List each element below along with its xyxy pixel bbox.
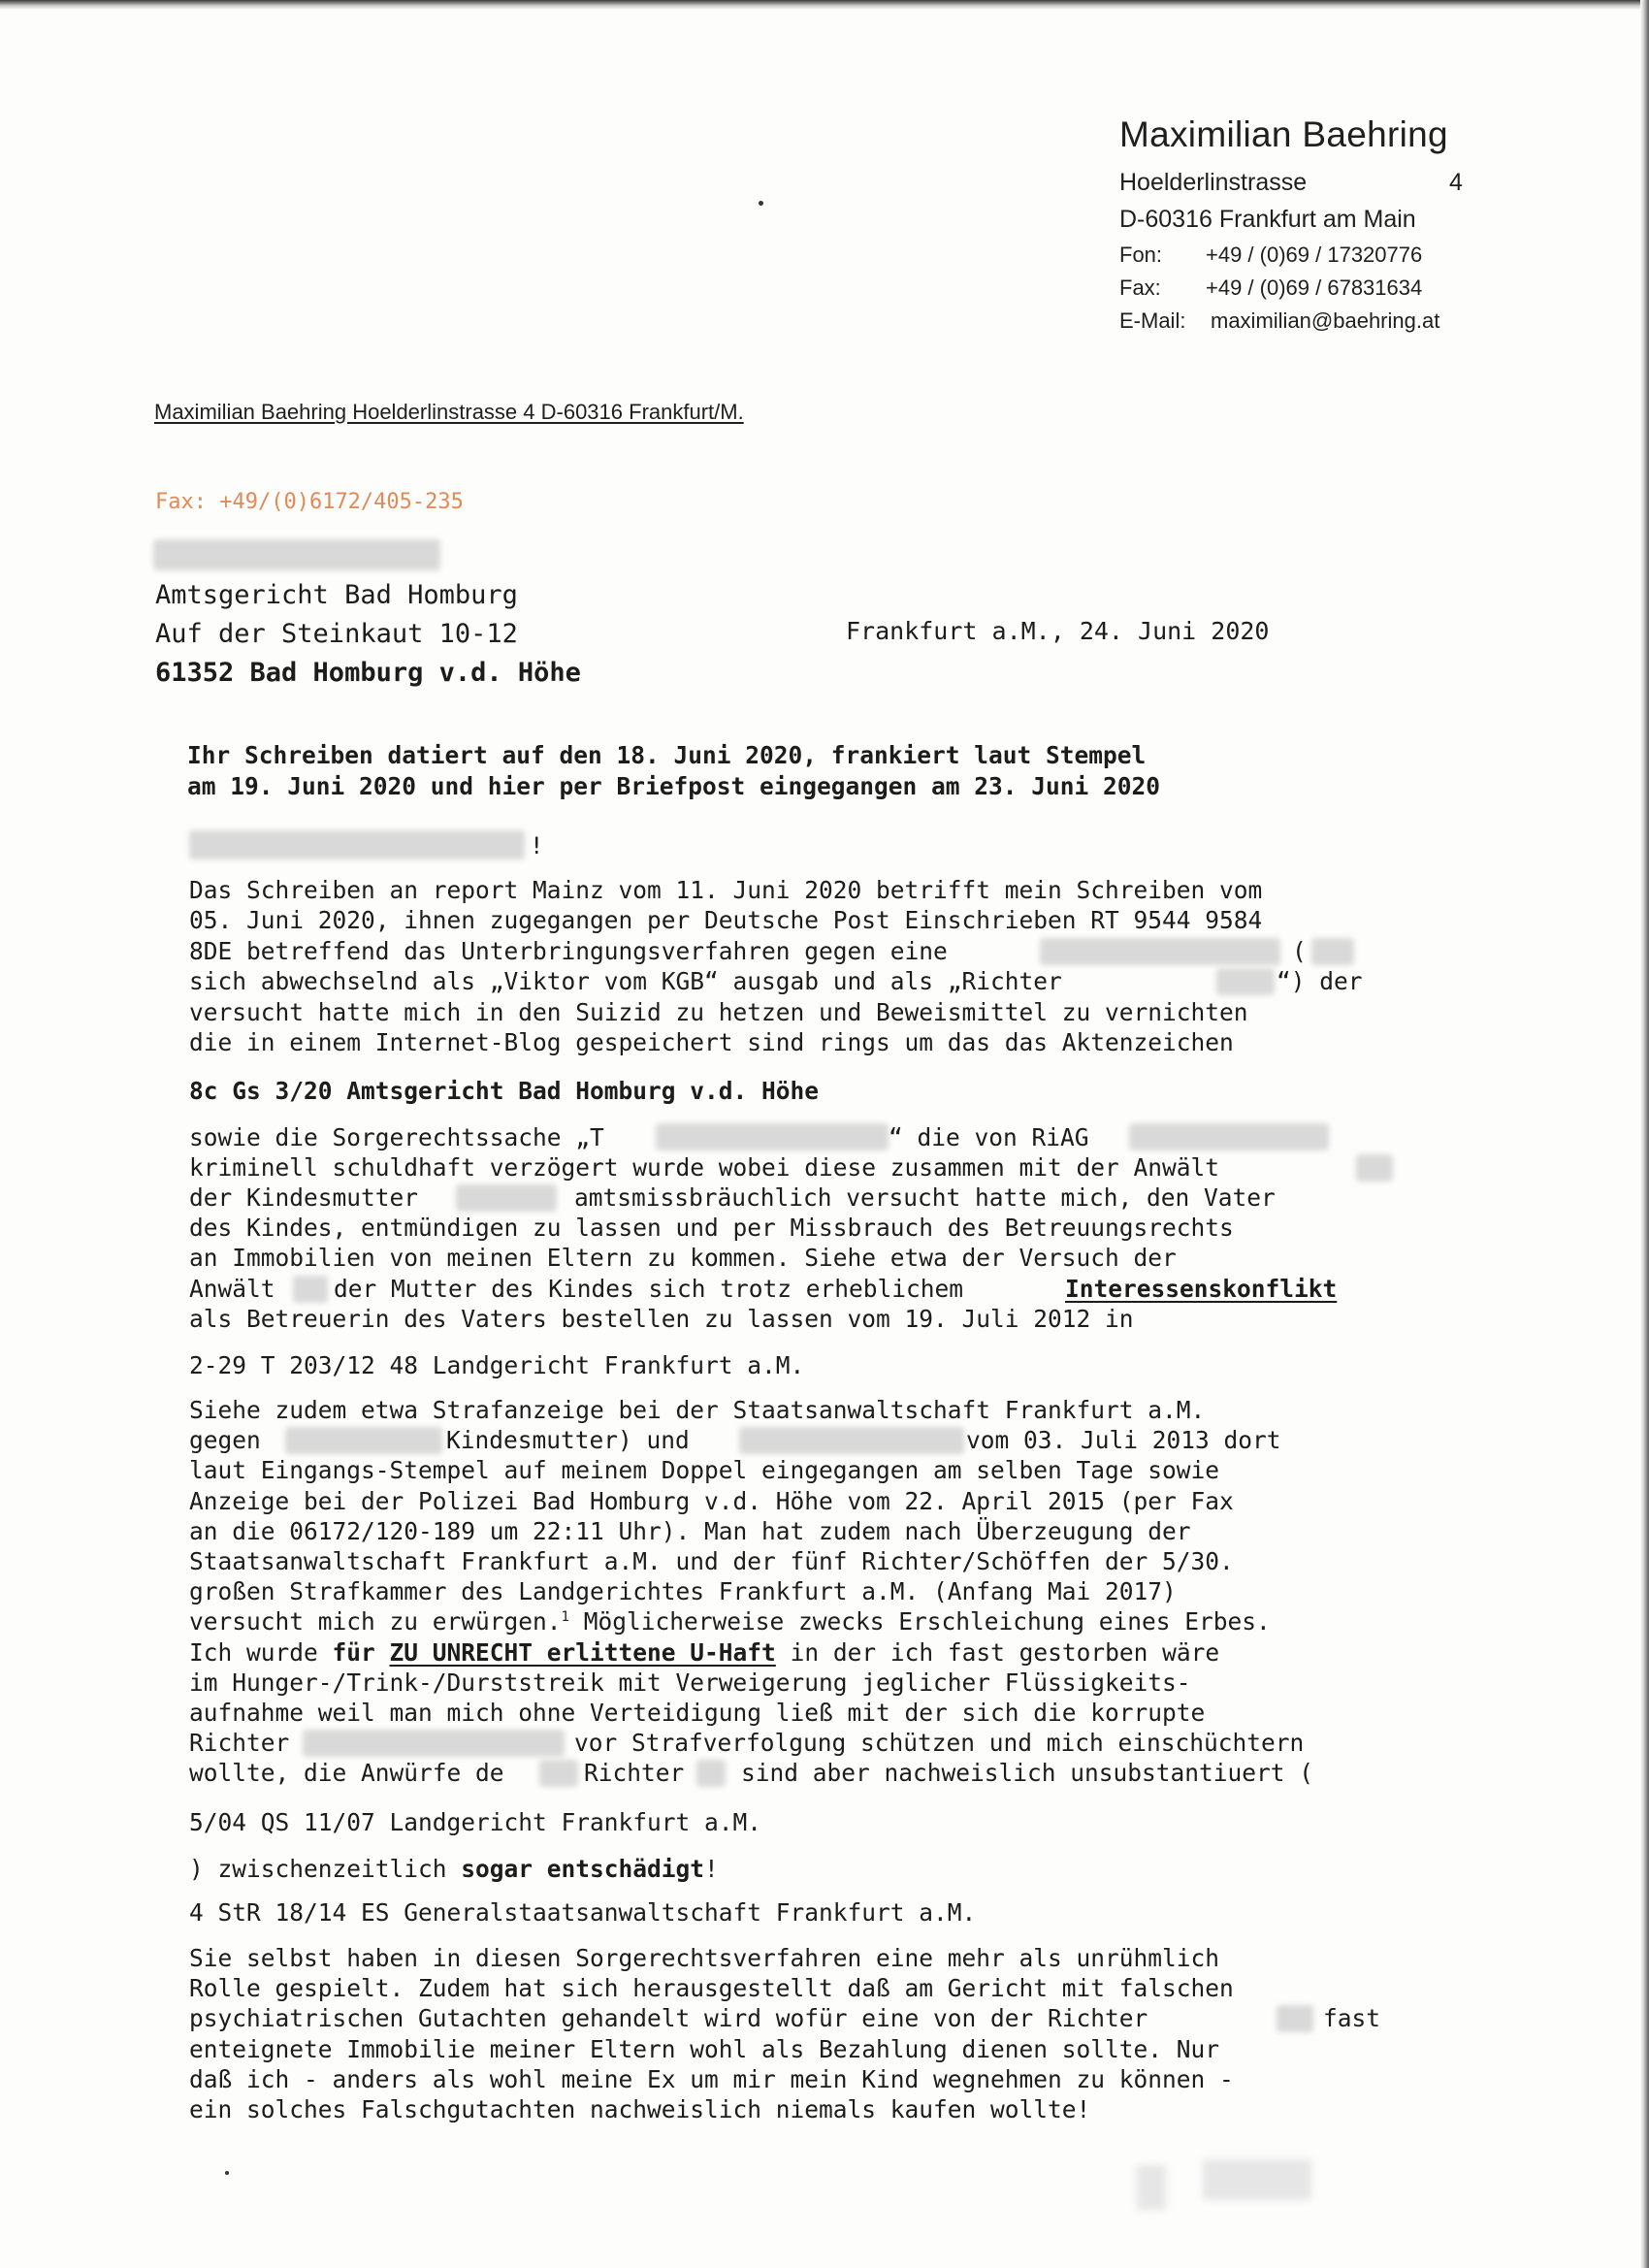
p3-line-1: Siehe zudem etwa Strafanzeige bei der Staatsanwaltschaft Frankfurt a.M. [189,1396,1206,1424]
redacted-block [303,1730,565,1757]
p5-line-6: ein solches Falschgutachten nachweislich niemals kaufen wollte! [189,2095,1091,2123]
redacted-block [189,830,525,859]
p3-line-8b: Möglicherweise zwecks Erschleichung eines Erbes. [568,1607,1271,1636]
redacted-block [696,1760,726,1787]
p4-a: ) zwischenzeitlich [189,1855,462,1883]
redacted-block [1311,938,1354,965]
p2-line-5: an Immobilien von meinen Eltern zu kommen. Siehe etwa der Versuch der [189,1244,1177,1272]
p1-line-3: 8DE betreffend das Unterbringungsverfahren gegen eine [189,937,948,965]
case-reference-4: 4 StR 18/14 ES Generalstaatsanwaltschaft Frankfurt a.M. [189,1898,977,1927]
letter-date: Frankfurt a.M., 24. Juni 2020 [846,617,1270,645]
p3-line-2a: gegen [189,1426,261,1454]
footnote-marker: 1 [561,1608,569,1625]
redacted-block [739,1427,964,1454]
redacted-block [1040,938,1280,965]
p3-line-8 [189,1607,1271,1636]
letterhead-email: maximilian@baehring.at [1211,308,1440,333]
p3-line-12a: Richter [189,1729,290,1757]
p3-line-6: Staatsanwaltschaft Frankfurt a.M. und der fünf Richter/Schöffen der 5/30. [189,1547,1234,1575]
scan-edge-right [1640,0,1649,2268]
p3-line-4: Anzeige bei der Polizei Bad Homburg v.d. Höhe vom 22. April 2015 (per Fax [189,1487,1234,1515]
p2-line-6b: der Mutter des Kindes sich trotz erheblichem [334,1275,964,1303]
p2-line-1a: sowie die Sorgerechtssache „T [189,1123,604,1151]
redacted-block [293,1276,328,1303]
salutation-end: ! [530,832,544,859]
p5-line-2: Rolle gespielt. Zudem hat sich herausgestellt daß am Gericht mit falschen [189,1974,1234,2002]
letterhead-city: D-60316 Frankfurt am Main [1119,206,1416,233]
letterhead-fon-label: Fon: [1119,243,1163,267]
p3-line-12b: vor Strafverfolgung schützen und mich einschüchtern [574,1729,1305,1757]
p2-line-3a: der Kindesmutter [189,1183,419,1212]
p2-line-2: kriminell schuldhaft verzögert wurde wobei diese zusammen mit der Anwält [189,1153,1220,1182]
case-reference-3: 5/04 QS 11/07 Landgericht Frankfurt a.M. [189,1808,762,1836]
recipient-line-2: Auf der Steinkaut 10-12 [155,619,518,649]
p5-line-3b: fast [1323,2004,1381,2032]
redacted-block [153,539,440,570]
p1-open-paren: ( [1292,937,1307,965]
letterhead-fax-label: Fax: [1119,275,1161,300]
p1-line-6: die in einem Internet-Blog gespeichert sind rings um das das Aktenzeichen [189,1028,1234,1056]
scan-speck [225,2171,229,2175]
p4-line [189,1855,719,1883]
p3-line-11: aufnahme weil man mich ohne Verteidigung ließ mit der sich die korrupte [189,1699,1206,1727]
p2-line-4: des Kindes, entmündigen zu lassen und per Missbrauch des Betreuungsrechts [189,1214,1234,1242]
p2-line-7: als Betreuerin des Vaters bestellen zu lassen vom 19. Juli 2012 in [189,1305,1134,1333]
p3-line-2b: Kindesmutter) und [446,1426,690,1454]
p3-line-10: im Hunger-/Trink-/Durststreik mit Verweigerung jeglicher Flüssigkeits- [189,1669,1191,1697]
case-reference-2: 2-29 T 203/12 48 Landgericht Frankfurt a.M. [189,1351,805,1379]
p2-line-1b: “ die von RiAG [889,1123,1089,1151]
p5-line-1: Sie selbst haben in diesen Sorgerechtsverfahren eine mehr als unrühmlich [189,1944,1220,1972]
scan-speck [759,201,763,206]
p2-line-3b: amtsmissbräuchlich versucht hatte mich, den Vater [574,1183,1276,1212]
case-reference-1: 8c Gs 3/20 Amtsgericht Bad Homburg v.d. Höhe [189,1077,820,1105]
letterhead-email-label: E-Mail: [1119,308,1186,333]
p5-line-3a: psychiatrischen Gutachten gehandelt wird wofür eine von der Richter [189,2004,1148,2032]
p3-line-2c: vom 03. Juli 2013 dort [966,1426,1281,1454]
recipient-fax: Fax: +49/(0)6172/405-235 [155,490,464,514]
p3-line-9b: für [332,1638,375,1667]
letterhead-street-number: 4 [1449,169,1463,196]
letterhead-street: Hoelderlinstrasse [1119,169,1308,196]
p3-line-9d: in der ich fast gestorben wäre [775,1638,1220,1667]
p3-line-13b: Richter [584,1759,685,1787]
subject-line-2: am 19. Juni 2020 und hier per Briefpost eingegangen am 23. Juni 2020 [187,772,1161,800]
p2-line-6c: Interessenskonflikt [1065,1275,1338,1303]
redacted-block [656,1123,889,1150]
p2-line-6a: Anwält [189,1275,275,1303]
redacted-block [539,1760,578,1787]
p1-line-4-end: “) der [1277,967,1363,995]
p3-line-9a: Ich wurde [189,1638,333,1667]
letterhead-name: Maximilian Baehring [1119,114,1448,154]
p5-line-5: daß ich - anders als wohl meine Ex um mir mein Kind wegnehmen zu können - [189,2065,1234,2093]
redacted-block [285,1427,442,1454]
letterhead-fon: +49 / (0)69 / 17320776 [1206,243,1423,267]
recipient-line-3: 61352 Bad Homburg v.d. Höhe [155,658,581,688]
redacted-signature [1137,2165,1166,2210]
redacted-block [1356,1154,1393,1182]
p1-line-5: versucht hatte mich in den Suizid zu hetzen und Beweismittel zu vernichten [189,998,1248,1026]
p4-c: ! [704,1855,719,1883]
redacted-block [456,1184,557,1212]
p3-line-7: großen Strafkammer des Landgerichtes Frankfurt a.M. (Anfang Mai 2017) [189,1577,1177,1605]
redacted-signature [1203,2159,1311,2200]
sender-return-line: Maximilian Baehring Hoelderlinstrasse 4 D-60316 Frankfurt/M. [154,400,744,424]
subject-line-1: Ihr Schreiben datiert auf den 18. Juni 2020, frankiert laut Stempel [187,741,1147,769]
p1-line-2: 05. Juni 2020, ihnen zugegangen per Deutsche Post Einschrieben RT 9544 9584 [189,906,1263,934]
p3-line-13a: wollte, die Anwürfe de [189,1759,504,1787]
redacted-block [1216,968,1275,995]
p3-line-9c: ZU UNRECHT erlittene U-Haft [389,1638,776,1667]
p3-line-9 [189,1638,1219,1667]
redacted-block [1129,1123,1329,1150]
p1-line-1: Das Schreiben an report Mainz vom 11. Juni 2020 betrifft mein Schreiben vom [189,876,1263,904]
p3-line-3: laut Eingangs-Stempel auf meinem Doppel eingegangen am selben Tage sowie [189,1456,1220,1484]
letterhead-fax: +49 / (0)69 / 67831634 [1206,275,1423,300]
p3-line-8a: versucht mich zu erwürgen. [189,1607,562,1636]
p1-line-4: sich abwechselnd als „Viktor vom KGB“ ausgab und als „Richter [189,967,1062,995]
redacted-block [1277,2005,1313,2032]
p4-b: sogar entschädigt [461,1855,705,1883]
p3-line-13c: sind aber nachweislich unsubstantiuert ( [741,1759,1314,1787]
recipient-line-1: Amtsgericht Bad Homburg [155,580,518,610]
p5-line-4: enteignete Immobilie meiner Eltern wohl als Bezahlung dienen sollte. Nur [189,2035,1220,2063]
scan-edge-top [0,0,1649,10]
p3-line-5: an die 06172/120-189 um 22:11 Uhr). Man hat zudem nach Überzeugung der [189,1517,1191,1545]
